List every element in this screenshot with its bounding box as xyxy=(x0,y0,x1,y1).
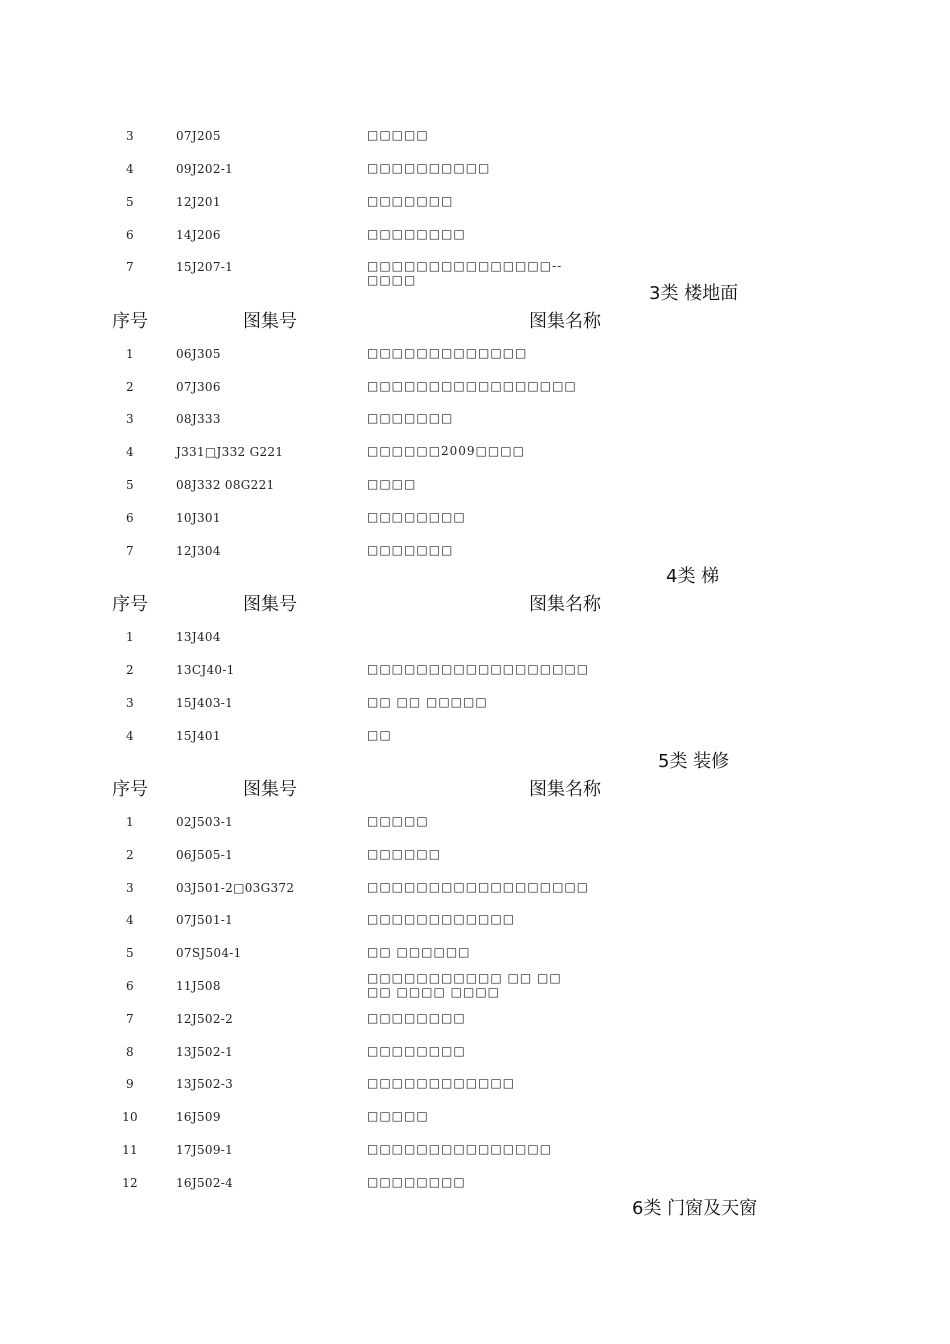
row-index: 5 xyxy=(126,946,134,960)
atlas-number: 08J333 xyxy=(176,412,221,426)
atlas-name: □□□□□□□□ xyxy=(367,227,466,241)
atlas-name: □□□□□□□□□□□□□□□ xyxy=(367,1142,553,1156)
row-index: 7 xyxy=(126,544,134,558)
row-index: 4 xyxy=(126,445,134,459)
row-index: 5 xyxy=(126,195,134,209)
header-index: 序号 xyxy=(112,594,148,615)
row-index: 12 xyxy=(122,1176,138,1190)
atlas-number: 12J201 xyxy=(176,195,221,209)
table-row xyxy=(0,847,950,871)
table-row xyxy=(0,1044,950,1068)
atlas-number: 14J206 xyxy=(176,228,221,242)
atlas-number: 12J502-2 xyxy=(176,1012,234,1026)
row-index: 2 xyxy=(126,663,134,677)
row-index: 6 xyxy=(126,979,134,993)
atlas-name: □□□□□□□□□□□ □□ □□ □□ □□□□ □□□□ xyxy=(367,971,562,999)
atlas-name: □□□□□ xyxy=(367,1109,429,1123)
atlas-number: 13CJ40-1 xyxy=(176,663,235,677)
header-index: 序号 xyxy=(112,311,148,332)
atlas-number: 07J205 xyxy=(176,129,221,143)
atlas-number: 13J404 xyxy=(176,630,221,644)
row-index: 2 xyxy=(126,380,134,394)
atlas-number: 07J306 xyxy=(176,380,221,394)
table-row xyxy=(0,695,950,719)
atlas-number: 07SJ504-1 xyxy=(176,946,242,960)
table-row xyxy=(0,971,950,1008)
atlas-number: 07J501-1 xyxy=(176,913,234,927)
table-row xyxy=(0,880,950,904)
header-atlas-name: 图集名称 xyxy=(529,311,601,332)
row-index: 6 xyxy=(126,511,134,525)
table-row xyxy=(0,194,950,218)
atlas-number: 12J304 xyxy=(176,544,221,558)
atlas-name: □□□□□□□□□□□□□ xyxy=(367,346,528,360)
atlas-name: □□□□□□□□□□ xyxy=(367,161,491,175)
table-row xyxy=(0,1175,950,1199)
header-atlas-number: 图集号 xyxy=(243,594,297,615)
atlas-name: □□□□□□□ xyxy=(367,543,454,557)
table-row xyxy=(0,128,950,152)
table-row xyxy=(0,1011,950,1035)
row-index: 4 xyxy=(126,162,134,176)
atlas-name: □□□□ xyxy=(367,477,417,491)
table-row xyxy=(0,161,950,185)
atlas-name: □□□□□□□□ xyxy=(367,1044,466,1058)
row-index: 2 xyxy=(126,848,134,862)
atlas-name: □□□□□□□□ xyxy=(367,510,466,524)
table-row xyxy=(0,814,950,838)
atlas-name: □□□□□□ xyxy=(367,847,442,861)
row-index: 11 xyxy=(122,1143,138,1157)
table-row xyxy=(0,912,950,936)
atlas-number: 16J509 xyxy=(176,1110,221,1124)
table-row xyxy=(0,510,950,534)
atlas-number: 09J202-1 xyxy=(176,162,234,176)
atlas-name: □□□□□□2009□□□□ xyxy=(367,444,525,458)
atlas-number: 08J332 08G221 xyxy=(176,478,275,492)
row-index: 4 xyxy=(126,913,134,927)
row-index: 1 xyxy=(126,630,134,644)
table-header xyxy=(0,590,950,616)
row-index: 3 xyxy=(126,881,134,895)
row-index: 3 xyxy=(126,129,134,143)
table-row xyxy=(0,411,950,435)
row-index: 1 xyxy=(126,815,134,829)
table-row xyxy=(0,227,950,251)
header-atlas-number: 图集号 xyxy=(243,779,297,800)
atlas-number: 15J403-1 xyxy=(176,696,234,710)
atlas-number: 06J305 xyxy=(176,347,221,361)
row-index: 8 xyxy=(126,1045,134,1059)
atlas-number: 15J207-1 xyxy=(176,260,234,274)
table-row xyxy=(0,1109,950,1133)
row-index: 10 xyxy=(122,1110,138,1124)
table-row xyxy=(0,662,950,686)
section-title: 4类 梯 xyxy=(666,566,720,587)
atlas-number: 16J502-4 xyxy=(176,1176,234,1190)
row-index: 9 xyxy=(126,1077,134,1091)
atlas-name: □□□□□ xyxy=(367,128,429,142)
atlas-number: 13J502-1 xyxy=(176,1045,234,1059)
header-index: 序号 xyxy=(112,779,148,800)
header-atlas-name: 图集名称 xyxy=(529,594,601,615)
atlas-name: □□ □□□□□□ xyxy=(367,945,471,959)
header-atlas-name: 图集名称 xyxy=(529,779,601,800)
atlas-name: □□□□□□□□ xyxy=(367,1011,466,1025)
section-title: 6类 门窗及天窗 xyxy=(632,1198,758,1219)
atlas-number: 17J509-1 xyxy=(176,1143,234,1157)
atlas-name: □□ □□ □□□□□ xyxy=(367,695,488,709)
atlas-name: □□□□□ xyxy=(367,814,429,828)
atlas-number: 15J401 xyxy=(176,729,221,743)
section-title: 3类 楼地面 xyxy=(649,283,739,304)
atlas-name: □□□□□□□□□□□□□□□□□ xyxy=(367,379,577,393)
atlas-name: □□□□□□□□□□□□ xyxy=(367,1076,516,1090)
row-index: 1 xyxy=(126,347,134,361)
atlas-name: □□ xyxy=(367,728,392,742)
table-row xyxy=(0,477,950,501)
header-atlas-number: 图集号 xyxy=(243,311,297,332)
row-index: 6 xyxy=(126,228,134,242)
atlas-name: □□□□□□□□□□□□□□□□□□ xyxy=(367,662,590,676)
atlas-name: □□□□□□□ xyxy=(367,194,454,208)
table-row xyxy=(0,1076,950,1100)
atlas-number: J331□J332 G221 xyxy=(176,445,284,459)
atlas-number: 11J508 xyxy=(176,979,221,993)
table-row xyxy=(0,543,950,567)
table-header xyxy=(0,307,950,333)
table-row xyxy=(0,629,950,653)
table-header xyxy=(0,775,950,801)
row-index: 3 xyxy=(126,412,134,426)
table-row xyxy=(0,259,950,287)
atlas-number: 13J502-3 xyxy=(176,1077,234,1091)
atlas-name: □□□□□□□□ xyxy=(367,1175,466,1189)
atlas-name: □□□□□□□ xyxy=(367,411,454,425)
row-index: 7 xyxy=(126,1012,134,1026)
row-index: 3 xyxy=(126,696,134,710)
atlas-number: 06J505-1 xyxy=(176,848,234,862)
row-index: 5 xyxy=(126,478,134,492)
table-row xyxy=(0,444,950,468)
atlas-number: 10J301 xyxy=(176,511,221,525)
table-row xyxy=(0,1142,950,1166)
atlas-name: □□□□□□□□□□□□□□□--□□□□ xyxy=(367,259,563,287)
atlas-name: □□□□□□□□□□□□□□□□□□ xyxy=(367,880,590,894)
table-row xyxy=(0,346,950,370)
table-row xyxy=(0,945,950,969)
table-row xyxy=(0,379,950,403)
table-row xyxy=(0,728,950,752)
row-index: 4 xyxy=(126,729,134,743)
atlas-number: 02J503-1 xyxy=(176,815,234,829)
atlas-number: 03J501-2□03G372 xyxy=(176,881,295,895)
row-index: 7 xyxy=(126,260,134,274)
section-title: 5类 装修 xyxy=(658,751,730,772)
atlas-name: □□□□□□□□□□□□ xyxy=(367,912,516,926)
